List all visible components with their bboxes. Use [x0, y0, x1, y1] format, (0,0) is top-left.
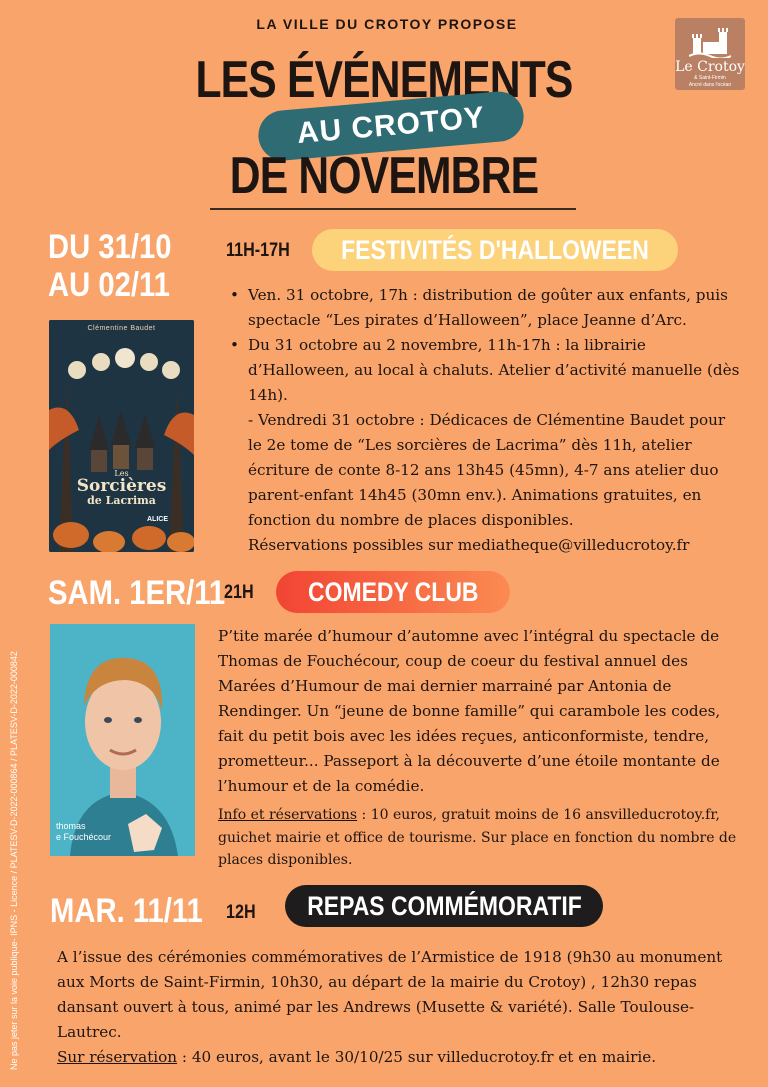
- photo-caption-line1: thomas: [56, 821, 86, 831]
- page-title-line1: LES ÉVÉNEMENTS: [195, 51, 573, 109]
- list-item: [230, 333, 742, 558]
- event-time-repas: 12H: [226, 902, 256, 923]
- legal-notice: Ne pas jeter sur la voie publique- IPNS - Licence / PLATESV-D-2022-000864 / PLATESV-D-2022-000842: [9, 651, 19, 1070]
- proposer-label: LA VILLE DU CROTOY PROPOSE: [256, 16, 518, 32]
- date-line1: DU 31/10: [48, 228, 172, 266]
- info-text: : 10 euros, gratuit moins de 16 ansvilleducrotoy.fr, guichet mairie et office de tourisme. Sur place en fonction du nombre de places disponibles.: [218, 807, 737, 868]
- logo-name: Le Crotoy: [675, 59, 745, 75]
- event-title-halloween: FESTIVITÉS D'HALLOWEEN: [341, 234, 649, 265]
- bullet-text: Du 31 octobre au 2 novembre, 11h-17h : la librairie d’Halloween, au local à chaluts. Atelier d’activité manuelle (dès 14h).: [248, 336, 740, 404]
- repas-info: [57, 1045, 747, 1070]
- event-time-comedy: 21H: [224, 582, 254, 603]
- photo-caption: [56, 821, 111, 843]
- book-title-line1: Les: [114, 469, 129, 478]
- page-subtitle: AU CROTOY: [295, 100, 487, 151]
- book-author: Clémentine Baudet: [87, 325, 156, 332]
- event-title-pill-repas: [285, 885, 603, 927]
- book-cover-image: [49, 320, 194, 552]
- halloween-reservations: Réservations possibles sur mediatheque@villeducrotoy.fr: [248, 536, 690, 554]
- event-title-pill-halloween: [312, 229, 678, 271]
- event-title-repas: REPAS COMMÉMORATIF: [306, 890, 582, 921]
- event-date-halloween: [48, 228, 172, 304]
- event-date-repas: MAR. 11/11: [50, 892, 203, 930]
- book-illustration: [49, 320, 194, 552]
- halloween-detail: - Vendredi 31 octobre : Dédicaces de Clémentine Baudet pour le 2e tome de “Les sorcières de Lacrima” dès 11h, atelier écriture de conte 8-12 ans 13h45 (45mn), 4-7 ans atelier duo parent-enfant 14h45 (30mn env.). Animations gratuites, en fonction du nombre de places disponibles.: [248, 411, 726, 529]
- comedy-info: [218, 804, 748, 872]
- book-title-line3: de Lacrima: [87, 494, 156, 507]
- info-label: Sur réservation: [57, 1048, 178, 1066]
- book-title-line2: Sorcières: [76, 476, 167, 496]
- page-title-line3: DE NOVEMBRE: [229, 147, 539, 205]
- logo-tagline: Ancré dans l'océan: [688, 82, 732, 88]
- info-text: : 40 euros, avant le 30/10/25 sur villeducrotoy.fr et en mairie.: [177, 1048, 657, 1066]
- logo-sub: & Saint-Firmin: [694, 75, 726, 81]
- date-line2: AU 02/11: [48, 266, 170, 304]
- title-divider: [210, 208, 576, 210]
- event-time-halloween: 11H-17H: [226, 240, 290, 261]
- event-title-pill-comedy: [276, 571, 510, 613]
- book-title: [49, 470, 194, 506]
- list-item: • Ven. 31 octobre, 17h : distribution de goûter aux enfants, puis spectacle “Les pirates d’Halloween”, place Jeanne d’Arc.: [230, 283, 742, 333]
- castle-icon: [689, 24, 731, 58]
- book-publisher: ALICE: [147, 516, 168, 523]
- halloween-details-list: [230, 283, 742, 558]
- event-date-comedy: SAM. 1ER/11: [48, 574, 226, 612]
- town-logo: [675, 18, 745, 90]
- comedy-description: P’tite marée d’humour d’automne avec l’intégral du spectacle de Thomas de Fouchécour, coup de coeur du festival annuel des Marées d’Humour de mai dernier marrainé par Antonia de Rendinger. Un “jeune de bonne famille” qui carambole les codes, fait du petit bois avec les idées reçues, anticonformiste, tendre, prometteur... Passeport à la découverte d’une étoile montante de l’humour et de la comédie.: [218, 627, 721, 795]
- artist-photo: [50, 624, 195, 856]
- photo-caption-line2: e Fouchécour: [56, 832, 112, 842]
- event-title-comedy: COMEDY CLUB: [307, 576, 479, 607]
- repas-description: A l’issue des cérémonies commémoratives de l’Armistice de 1918 (9h30 au monument aux Morts de Saint-Firmin, 10h30, au départ de la mairie du Crotoy) , 12h30 repas dansant ouvert à tous, animé par les Andrews (Musette & variété). Salle Toulouse-Lautrec.: [57, 948, 723, 1041]
- info-label: Info et réservations: [218, 807, 358, 823]
